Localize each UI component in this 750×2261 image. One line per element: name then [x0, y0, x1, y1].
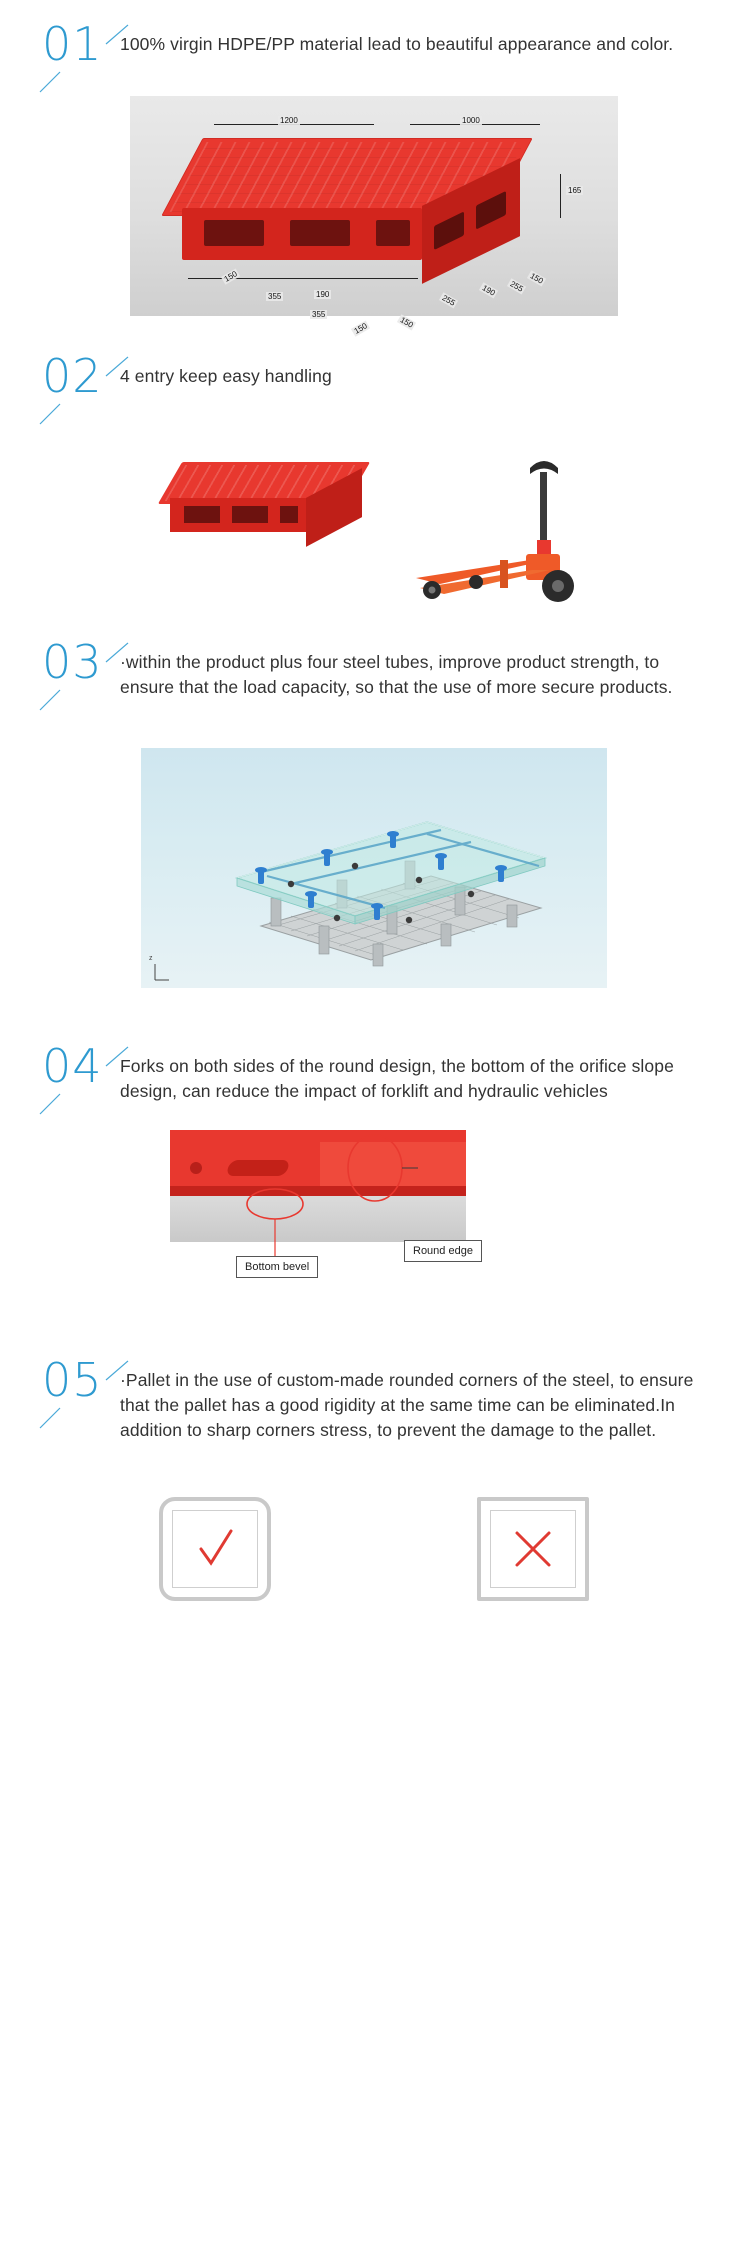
feature-header-02 [28, 350, 720, 422]
feature-number-wrap-02 [28, 350, 120, 422]
feature-number-04: 04 [42, 1039, 103, 1093]
feature-number-wrap-01 [28, 18, 120, 90]
feature-text-02: 4 entry keep easy handling [120, 366, 332, 386]
cad-wireframe-svg [141, 748, 607, 988]
fork-entry-hole [184, 506, 220, 523]
pallet-front-face [182, 208, 422, 260]
dimension-label-front-4: 355 [312, 310, 326, 319]
fork-entry-detail-photo [130, 1130, 618, 1320]
dimension-label-side-4: 255 [440, 293, 457, 308]
feature-section-01 [0, 0, 750, 336]
dimension-line-height [560, 174, 561, 218]
feature-header-01 [28, 18, 720, 90]
feature-header-04 [28, 1040, 720, 1112]
slash-decoration-bottom-icon [38, 688, 64, 712]
dimension-label-side-2: 255 [508, 279, 525, 294]
rounded-corner-inner [172, 1510, 258, 1588]
sharp-corner-inner [490, 1510, 576, 1588]
figure-container-04 [28, 1112, 720, 1320]
pallet-front-face [170, 498, 306, 532]
svg-text:z: z [149, 955, 153, 962]
slash-decoration-top-icon [104, 1360, 130, 1382]
detail-annotation-overlay [170, 1130, 466, 1320]
pallet-and-pallet-jack [130, 448, 618, 618]
slash-decoration-top-icon [104, 642, 130, 664]
rounded-corner-example [159, 1497, 271, 1601]
feature-text-05: ·Pallet in the use of custom-made rounded corners of the steel, to ensure that the pallet has a good rigidity at the same time can be eliminated.In addition to sharp corners stress, to prevent the damage to the pallet. [120, 1370, 694, 1440]
slash-decoration-top-icon [104, 356, 130, 378]
fork-entry-hole [232, 506, 268, 523]
slash-decoration-top-icon [104, 1046, 130, 1068]
sharp-corner-example [477, 1497, 589, 1601]
feature-number-wrap-03 [28, 636, 120, 708]
fork-entry-hole [434, 211, 464, 250]
check-icon [191, 1525, 239, 1573]
rounded-vs-sharp-corner-comparison [159, 1497, 589, 1617]
feature-number-03: 03 [42, 635, 103, 689]
dimension-label-width: 1000 [462, 116, 480, 125]
dimension-label-front-3: 190 [316, 290, 330, 299]
figure-container-03 [28, 730, 720, 988]
dimension-label-side-3: 190 [480, 283, 497, 298]
feature-number-02: 02 [42, 349, 103, 403]
cross-icon [509, 1525, 557, 1573]
dimension-label-side-1: 150 [528, 271, 545, 286]
feature-section-03 [0, 636, 750, 988]
figure-container-02 [28, 422, 720, 618]
dimension-label-length: 1200 [280, 116, 298, 125]
dimension-label-front-5: 150 [352, 321, 369, 336]
feature-header-05 [28, 1354, 720, 1443]
dimension-label-front-2: 355 [268, 292, 282, 301]
cad-transparent-pallet-with-steel-tubes [141, 748, 607, 988]
feature-section-04 [0, 1040, 750, 1320]
figure-container-01 [28, 90, 720, 336]
feature-section-05 [0, 1354, 750, 1617]
pallet-jack-illustration [380, 448, 610, 618]
dimension-label-front-1: 150 [222, 269, 239, 284]
feature-text-03: ·within the product plus four steel tubes, improve product strength, to ensure that the load capacity, so that the use of more secure products. [120, 652, 673, 697]
fork-entry-hole [280, 506, 298, 523]
fork-entry-hole [376, 220, 410, 246]
callout-round-edge: Round edge [404, 1240, 482, 1262]
dimension-label-side-5: 150 [398, 315, 415, 330]
slash-decoration-bottom-icon [38, 1406, 64, 1430]
figure-container-05 [28, 1467, 720, 1617]
feature-number-01: 01 [42, 17, 103, 71]
dimensioned-pallet-photo [130, 96, 618, 336]
feature-text-01: 100% virgin HDPE/PP material lead to beautiful appearance and color. [120, 34, 674, 54]
fork-entry-hole [290, 220, 350, 246]
feature-number-wrap-05 [28, 1354, 120, 1426]
feature-text-04: Forks on both sides of the round design, the bottom of the orifice slope design, can reduce the impact of forklift and hydraulic vehicles [120, 1056, 674, 1101]
feature-section-02 [0, 350, 750, 618]
dimension-label-height: 165 [568, 186, 582, 195]
feature-number-05: 05 [42, 1353, 103, 1407]
feature-header-03 [28, 636, 720, 708]
feature-number-wrap-04 [28, 1040, 120, 1112]
callout-bottom-bevel: Bottom bevel [236, 1256, 318, 1278]
fork-entry-hole [204, 220, 264, 246]
fork-entry-hole [476, 191, 506, 230]
slash-decoration-top-icon [104, 24, 130, 46]
